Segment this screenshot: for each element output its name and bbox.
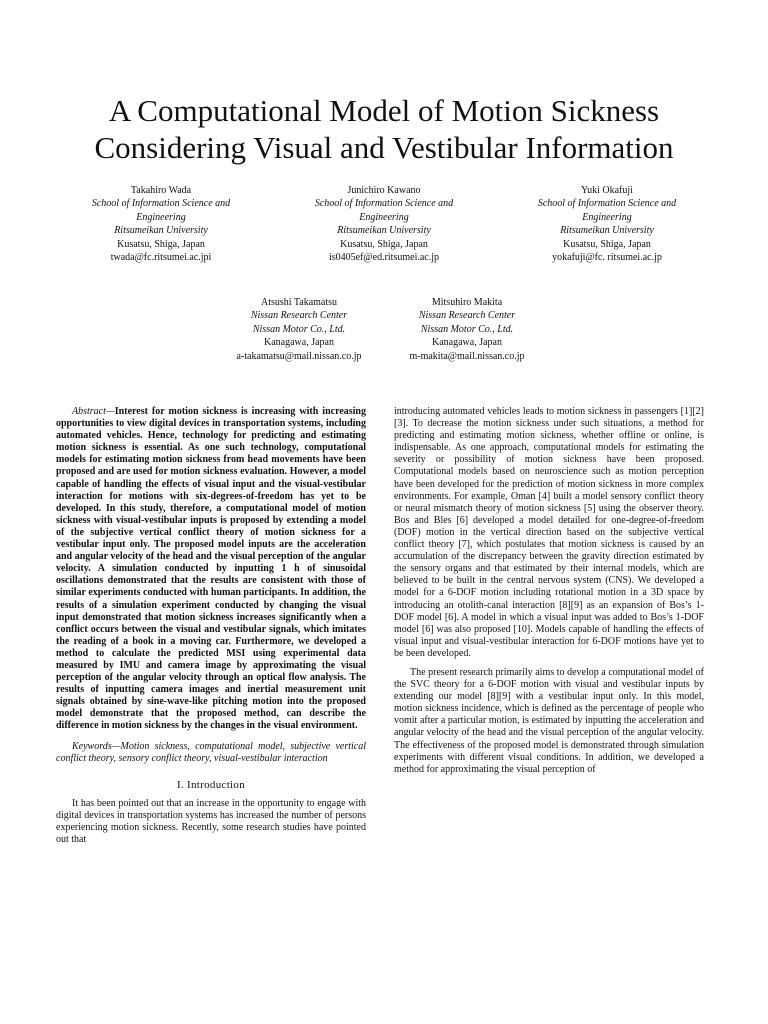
title-line-1: A Computational Model of Motion Sickness <box>108 93 660 128</box>
author-email: is0405ef@ed.ritsumei.ac.jp <box>328 252 439 264</box>
author-block-2 <box>279 184 489 264</box>
author-block-1 <box>56 184 266 264</box>
author-university: Ritsumeikan University <box>560 225 654 237</box>
author-block-5 <box>362 296 572 363</box>
author-university: Ritsumeikan University <box>337 225 431 237</box>
author-email: yokafuji@fc. ritsumei.ac.jp <box>552 252 662 264</box>
author-email: m-makita@mail.nissan.co.jp <box>409 350 525 362</box>
title-line-2: Considering Visual and Vestibular Information <box>94 130 674 165</box>
author-affiliation: School of Information Science and <box>314 198 454 210</box>
author-affiliation: School of Information Science and <box>91 198 231 210</box>
author-block-3 <box>502 184 712 264</box>
left-column <box>56 406 366 846</box>
intro-paragraph: The present research primarily aims to develop a computational model of the SVC theory for a 6-DOF motion with visual and vestibular inputs by extending our model [8][9] with a vestibular input only. In this model, motion sickness incidence, which is defined as the percentage of people who vomit after a particular motion, is estimated by inputting the acceleration and angular velocity of the head and the visual perception of the angular velocity. The effectiveness of the proposed model is demonstrated through simulation experiments with different visual conditions. In addition, we developed a method for approximating the visual perception of <box>394 666 704 775</box>
keywords: Keywords—Motion sickness, computational model, subjective vertical conflict theory, sensory conflict theory, visual-vestibular interaction <box>56 740 366 764</box>
author-affiliation: School of Information Science and <box>537 198 677 210</box>
abstract-label: Abstract— <box>72 406 115 417</box>
author-name: Mitsuhiro Makita <box>431 297 503 308</box>
author-email: twada@fc.ritsumei.ac.jpi <box>110 252 212 264</box>
author-affiliation: Engineering <box>582 211 632 223</box>
author-affiliation: Nissan Motor Co., Ltd. <box>252 323 346 335</box>
author-university: Ritsumeikan University <box>114 225 208 237</box>
author-location: Kanagawa, Japan <box>264 337 334 349</box>
author-location: Kanagawa, Japan <box>432 337 502 349</box>
paper-title <box>40 92 728 166</box>
author-name: Takahiro Wada <box>130 185 192 196</box>
author-email: a-takamatsu@mail.nissan.co.jp <box>236 350 362 362</box>
author-affiliation: Nissan Research Center <box>418 310 516 322</box>
author-location: Kusatsu, Shiga, Japan <box>340 238 428 250</box>
intro-paragraph: It has been pointed out that an increase in the opportunity to engage with digital devices in transportation systems has increased the number of persons experiencing motion sickness. Recently, some research studies have pointed out that <box>56 797 366 846</box>
right-column <box>394 406 704 776</box>
author-name: Atsushi Takamatsu <box>260 297 338 308</box>
author-location: Kusatsu, Shiga, Japan <box>117 238 205 250</box>
author-affiliation: Nissan Motor Co., Ltd. <box>420 323 514 335</box>
intro-paragraph-continued: introducing automated vehicles leads to motion sickness in passengers [1][2][3]. To decrease the motion sickness under such situations, a method for predicting and estimating motion sickness, whether offline or online, is indispensable. As one approach, computational models for estimating the severity or possibility of motion sickness have been proposed. Computational models based on neuroscience such as motion perception have been developed for the prediction of motion sickness in more complex environments. For example, Oman [4] built a model sensory conflict theory or neural mismatch theory of motion sickness [5] using the observer theory. Bos and Bles [6] developed a model detailed for one-degree-of-freedom (DOF) motion in the vertical direction based on the subjective vertical conflict theory [7], which postulates that motion sickness is caused by an accumulation of the discrepancy between the gravity direction estimated by the sensory organs and that estimated by their internal models, which are believed to be built in the central nervous system (CNS). We developed a model for a 6-DOF motion including rotational motion in a 3D space by introducing an otolith-canal interaction [8][9] as an expansion of Bos’s 1-DOF model [6]. A model in which a visual input was added to Bos’s 1-DOF model [6] was also proposed [10]. Models capable of handling the effects of visual input and visual-vestibular interaction for 6-DOF motions have yet to be been developed. <box>394 406 704 659</box>
author-affiliation: Nissan Research Center <box>250 310 348 322</box>
author-location: Kusatsu, Shiga, Japan <box>563 238 651 250</box>
section-heading: I. Introduction <box>176 778 246 791</box>
abstract-text: Interest for motion sickness is increasing with increasing opportunities to view digital devices in transportation systems, including automated vehicles. Hence, technology for predicting and estimating motion sickness is essential. As one such technology, computational models for estimating motion sickness from head movements have been proposed and are used for motion sickness evaluation. However, a model capable of handling the effects of visual input and the visual-vestibular interaction for motions with six-degrees-of-freedom has yet to be developed. In this study, therefore, a computational model of motion sickness with visual-vestibular inputs is proposed by extending a model of the subjective vertical conflict theory of motion sickness for a vestibular input only. The proposed model inputs are the acceleration and angular velocity of the head and the visual perception of the angular velocity. A simulation conducted by inputting 1 h of sinusoidal oscillations demonstrated that the results are consistent with those of similar experiments conducted with human participants. In addition, the results of a simulation experiment conducted by changing the visual input demonstrated that motion sickness increases significantly when a conflict occurs between the visual and vestibular signals, which imitates the reading of a book in a moving car. Furthermore, we developed a method to calculate the predicted MSI using experimental data measured by IMU and camera image by approximating the visual perception of the angular velocity through an optical flow analysis. The results of inputting camera images and inertial measurement unit signals obtained by sine-wave-like pitching motion into the proposed model demonstrate that the proposed method, can describe the difference in motion sickness by the changes in the visual environment. <box>56 406 366 732</box>
author-name: Yuki Okafuji <box>581 185 633 196</box>
author-affiliation: Engineering <box>136 211 186 223</box>
abstract <box>56 406 366 733</box>
author-affiliation: Engineering <box>359 211 409 223</box>
author-name: Junichiro Kawano <box>347 185 421 196</box>
